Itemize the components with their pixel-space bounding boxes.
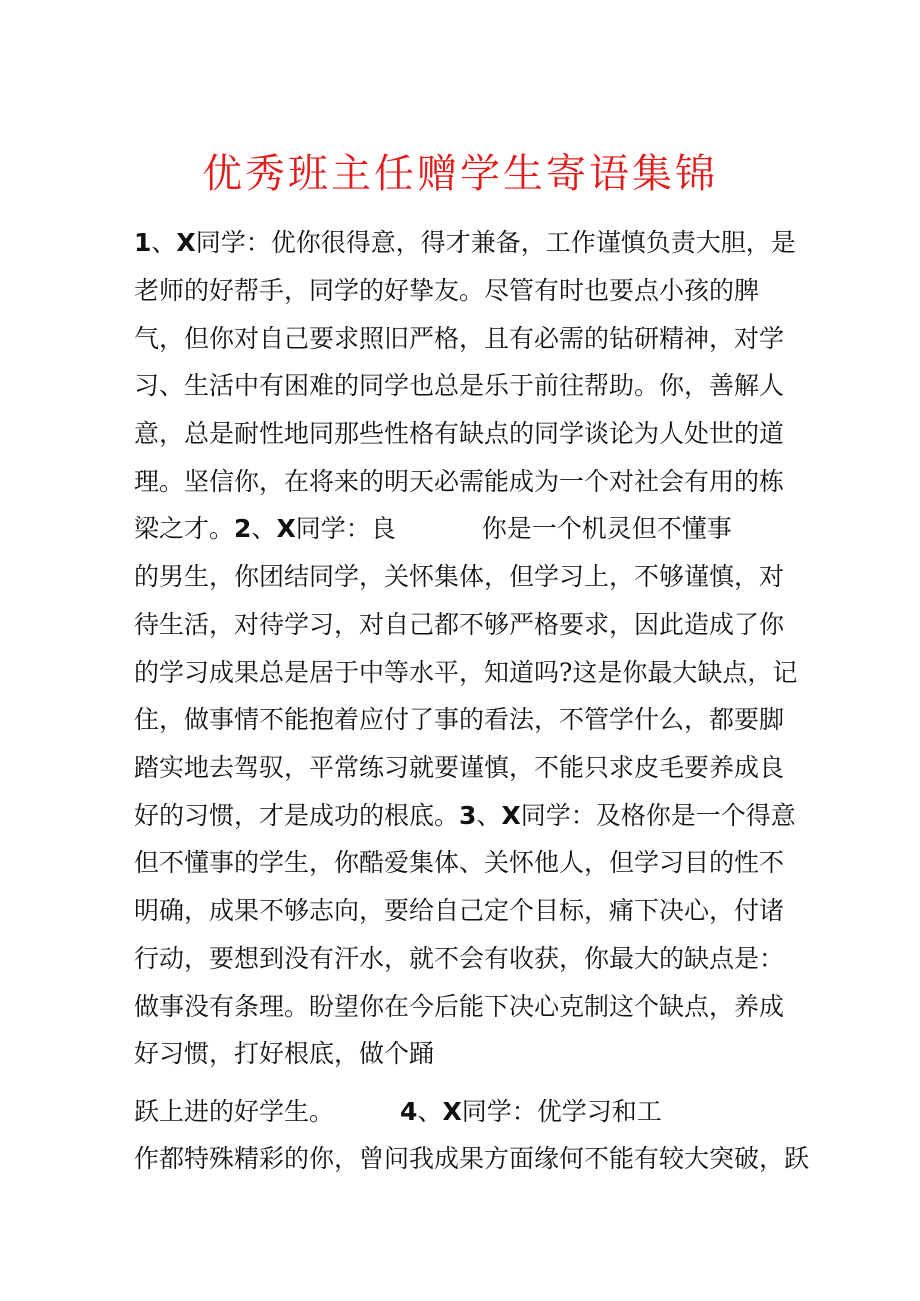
text-line: 理。坚信你，在将来的明天必需能成为一个对社会有用的栋: [134, 467, 785, 496]
text-line: 意，总是耐性地同那些性格有缺点的同学谈论为人处世的道: [134, 419, 785, 448]
text-line: 习、生活中有困难的同学也总是乐于前往帮助。你，善解人: [134, 371, 785, 400]
text-line: 的学习成果总是居于中等水平，知道吗?这是你最大缺点，记: [134, 658, 798, 687]
text-line: 明确，成果不够志向，要给自己定个目标，痛下决心，付诸: [134, 896, 785, 925]
text-line: 待生活，对待学习，对自己都不够严格要求，因此造成了你: [134, 610, 785, 639]
text-line: 梁之才。2、X同学：良 你是一个机灵但不懂事: [134, 514, 732, 543]
document-title: 优秀班主任赠学生寄语集锦: [202, 151, 718, 197]
text-line: 踏实地去驾驭，平常练习就要谨慎，不能只求皮毛要养成良: [134, 753, 785, 782]
text-line: 1、X同学：优你很得意，得才兼备，工作谨慎负责大胆，是: [134, 228, 796, 257]
text-line: 作都特殊精彩的你，曾问我成果方面缘何不能有较大突破，跃: [134, 1144, 810, 1173]
text-line: 老师的好帮手，同学的好挚友。尽管有时也要点小孩的脾: [134, 276, 760, 305]
text-line: 气，但你对自己要求照旧严格，且有必需的钻研精神，对学: [134, 324, 785, 353]
text-line: 做事没有条理。盼望你在今后能下决心克制这个缺点，养成: [134, 992, 785, 1021]
text-line: 好的习惯，才是成功的根底。3、X同学：及格你是一个得意: [134, 801, 796, 830]
text-line: 行动，要想到没有汗水，就不会有收获，你最大的缺点是：: [134, 944, 785, 973]
text-line: 的男生，你团结同学，关怀集体，但学习上，不够谨慎，对: [134, 562, 785, 591]
text-line: 好习惯，打好根底，做个踊: [134, 1039, 435, 1068]
text-line: 但不懂事的学生，你酷爱集体、关怀他人，但学习目的性不: [134, 848, 785, 877]
text-line: 住，做事情不能抱着应付了事的看法，不管学什么，都要脚: [134, 705, 785, 734]
text-line: 跃上进的好学生。 4、X同学：优学习和工: [134, 1097, 662, 1126]
